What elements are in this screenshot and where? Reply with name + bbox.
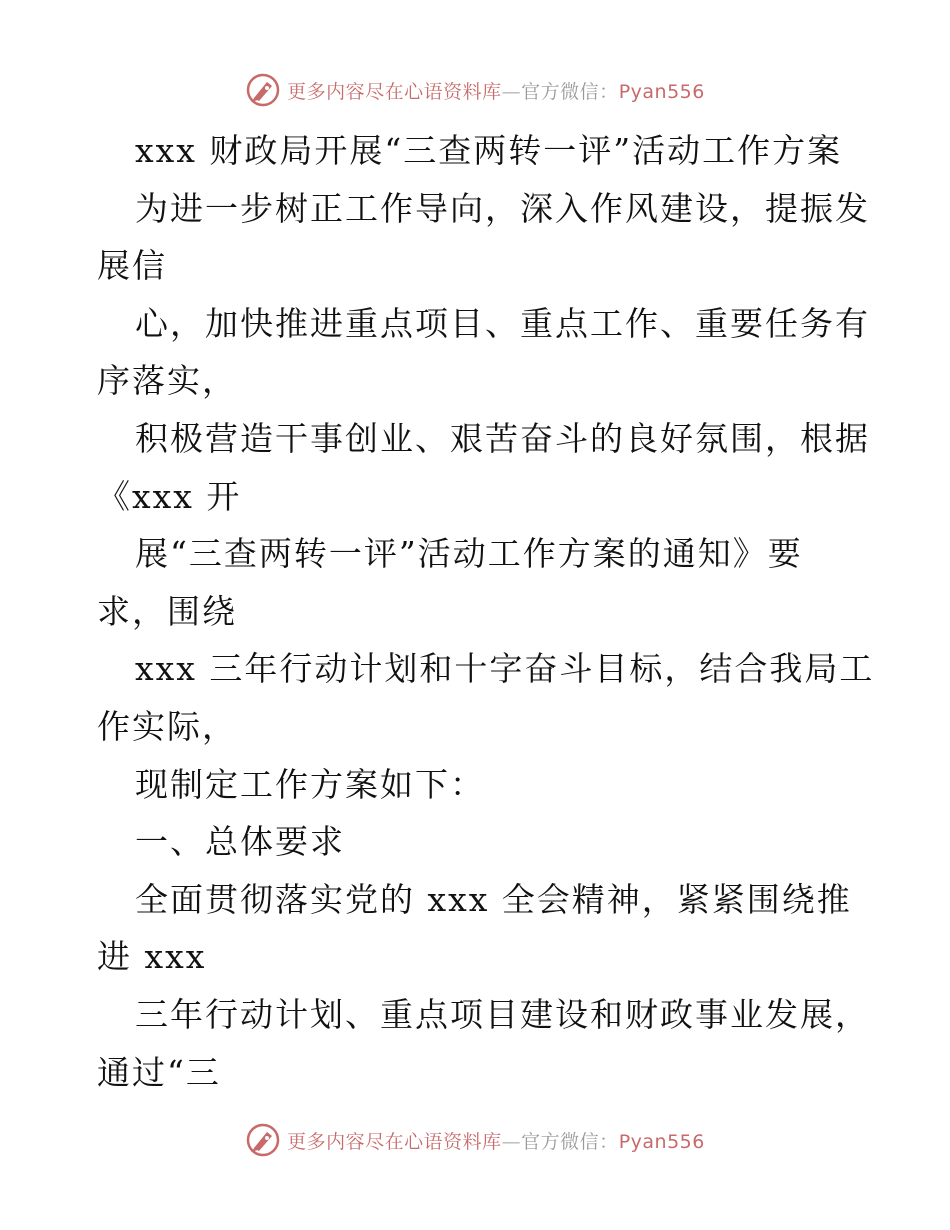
document-line: 序落实， [97,361,237,401]
banner-main-text: 更多内容尽在心语资料库 [287,1130,502,1153]
document-line: 展信 [97,246,167,286]
pen-nib-logo-icon [245,1122,281,1158]
banner-dash: — [501,1130,522,1153]
banner-text [287,77,705,104]
banner-main-text: 更多内容尽在心语资料库 [287,80,502,103]
banner-wechat-label: 官方微信： [521,1130,619,1153]
document-line: 一、总体要求 [135,822,345,862]
document-line: 通过“三 [97,1052,221,1092]
pen-nib-logo-icon [245,72,281,108]
footer-banner [0,1120,950,1160]
banner-wechat-label: 官方微信： [521,80,619,103]
banner-text [287,1127,705,1154]
document-line: 作实际， [97,706,237,746]
document-line: 为进一步树正工作导向，深入作风建设，提振发 [135,188,870,228]
document-line: 现制定工作方案如下： [135,764,485,804]
document-line: 《xxx 开 [97,476,242,516]
document-line: 积极营造干事创业、艰苦奋斗的良好氛围，根据 [135,418,870,458]
document-body [97,122,875,1101]
header-banner [0,70,950,110]
banner-wechat-id: Pyan556 [618,1130,705,1153]
document-line: xxx 财政局开展“三查两转一评”活动工作方案 [135,131,843,170]
banner-dash: — [501,80,522,103]
document-line: 展“三查两转一评”活动工作方案的通知》要 [135,534,803,574]
document-line: 全面贯彻落实党的 xxx 全会精神，紧紧围绕推 [135,879,852,919]
document-line: 求，围绕 [97,591,237,631]
banner-wechat-id: Pyan556 [618,80,705,103]
document-line: xxx 三年行动计划和十字奋斗目标，结合我局工 [135,649,875,689]
document-line: 进 xxx [97,937,207,977]
document-line: 心，加快推进重点项目、重点工作、重要任务有 [135,303,870,343]
document-line: 三年行动计划、重点项目建设和财政事业发展， [135,994,870,1034]
